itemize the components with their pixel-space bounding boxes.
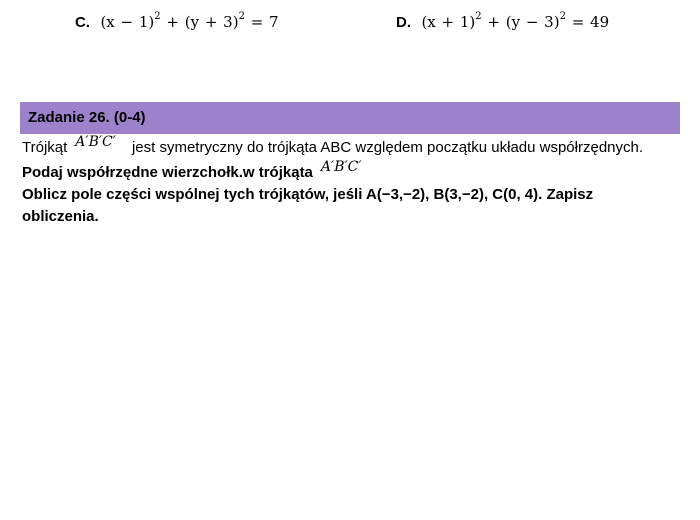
task-instruction-vertices	[22, 159, 362, 183]
answer-formula-c	[100, 13, 278, 31]
answer-option-d	[396, 6, 609, 36]
answer-option-c	[75, 6, 279, 36]
formula-c-exp2: 2	[238, 11, 245, 22]
triangle-label-math-2: A′B′C′	[320, 159, 362, 175]
formula-d-part1: (x + 1)	[421, 13, 476, 31]
task-title: Zadanie 26. (0-4)	[28, 109, 146, 126]
formula-c-part1: (x − 1)	[100, 13, 155, 31]
formula-c-part2: + (y + 3)	[160, 13, 239, 31]
formula-d-exp2: 2	[559, 11, 566, 22]
formula-d-part2: + (y − 3)	[481, 13, 560, 31]
task-statement-line	[22, 134, 644, 158]
answer-letter-c: C.	[75, 14, 90, 31]
task-instruction-area-cont: obliczenia.	[22, 208, 99, 225]
formula-c-exp1: 2	[154, 11, 161, 22]
formula-d-part3: = 49	[565, 13, 610, 31]
statement-text-after: jest symetryczny do trójkąta ABC względem początku układu współrzędnych.	[131, 139, 644, 156]
instruction-vertices-text: Podaj współrzędne wierzchołk.w trójkąta	[22, 164, 313, 181]
answer-options-row	[0, 6, 700, 36]
answer-formula-d	[421, 13, 609, 31]
statement-text-before: Trójkąt	[22, 139, 68, 156]
triangle-label-math: A′B′C′	[75, 134, 116, 150]
task-header-bar	[20, 102, 680, 134]
formula-d-exp1: 2	[475, 11, 482, 22]
task-instruction-area: Oblicz pole części wspólnej tych trójkątów, jeśli A(−3,−2), B(3,−2), C(0, 4). Zapisz	[22, 186, 594, 203]
answer-letter-d: D.	[396, 14, 411, 31]
formula-c-part3: = 7	[244, 13, 279, 31]
